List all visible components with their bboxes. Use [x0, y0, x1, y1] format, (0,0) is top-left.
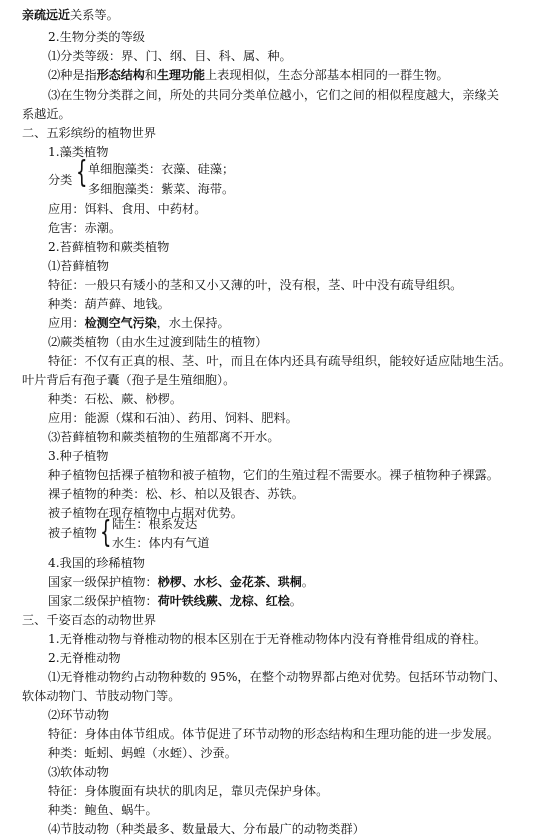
brace-icon: { — [76, 155, 88, 190]
text-line: 裸子植物的种类：松、杉、柏以及银杏、苏铁。 — [48, 487, 304, 501]
subheading: 2.生物分类的等级 — [48, 30, 145, 44]
text-line: ⑶苔藓植物和蕨类植物的生殖都离不开水。 — [48, 430, 280, 444]
text-line: 种类：石松、蕨、桫椤。 — [48, 392, 183, 406]
subheading: 2.苔藓植物和蕨类植物 — [48, 240, 170, 254]
text-line: 应用：能源（煤和石油）、药用、饲料、肥料。 — [48, 411, 298, 425]
bold-term: 形态结构 — [96, 68, 145, 82]
text-line: ⑴分类等级：界、门、纲、目、科、属、种。 — [48, 49, 292, 63]
text-line: 软体动物门、节肢动物门等。 — [22, 689, 181, 703]
text-line: 种类：蚯蚓、蚂蝗（水蛭）、沙蚕。 — [48, 746, 237, 760]
brace-icon: { — [100, 515, 112, 550]
text-line: ⑴苔藓植物 — [48, 259, 109, 273]
text-line: 单细胞藻类：衣藻、硅藻； — [88, 162, 235, 176]
text-line: 系越近。 — [22, 107, 71, 121]
text-line: 种类：葫芦藓、地钱。 — [48, 297, 170, 311]
text-line: ⑵环节动物 — [48, 708, 109, 722]
text-line: 陆生：根系发达 — [112, 517, 198, 531]
text-line: 特征：一般只有矮小的茎和又小又薄的叶，没有根，茎、叶中没有疏导组织。 — [48, 278, 463, 292]
text-line: ⑴无脊椎动物约占动物种数的 95%，在整个动物界都占绝对优势。包括环节动物门、 — [48, 670, 506, 684]
section-heading: 三、千姿百态的动物世界 — [22, 613, 157, 627]
text-line: ⑶软体动物 — [48, 765, 109, 779]
bold-term: 亲疏远近 — [22, 8, 71, 22]
text-line: 水生：体内有气道 — [112, 536, 210, 550]
subheading: 4.我国的珍稀植物 — [48, 556, 145, 570]
text-line: 被子植物在现存植物中占据对优势。 — [48, 506, 243, 520]
text-line: 种类：鲍鱼、蜗牛。 — [48, 803, 158, 817]
text-line: 特征：身体由体节组成。体节促进了环节动物的形态结构和生理功能的进一步发展。 — [48, 727, 499, 741]
text-line: 被子植物 — [48, 526, 97, 540]
bold-term: 检测空气污染 — [84, 316, 157, 330]
text-line: 1.无脊椎动物与脊椎动物的根本区别在于无脊椎动物体内没有脊椎骨组成的脊柱。 — [48, 632, 487, 646]
text-line: 国家一级保护植物：桫椤、水杉、金花茶、珙桐。 — [48, 575, 314, 589]
text-line: 国家二级保护植物：荷叶铁线蕨、龙棕、红桧。 — [48, 594, 302, 608]
subheading: 2.无脊椎动物 — [48, 651, 121, 665]
text-line: 特征：不仅有正真的根、茎、叶，而且在体内还具有疏导组织，能较好适应陆地生活。 — [48, 354, 512, 368]
section-heading: 二、五彩缤纷的植物世界 — [22, 126, 157, 140]
text-line: 应用：饵料、食用、中药材。 — [48, 202, 207, 216]
bold-term: 生理功能 — [156, 68, 205, 82]
bold-term: 荷叶铁线蕨、龙棕、红桧 — [157, 594, 290, 608]
text-line: 多细胞藻类：紫菜、海带。 — [88, 182, 235, 196]
text-line: 分类 — [48, 173, 73, 187]
text-line: 亲疏远近关系等。 — [22, 8, 119, 22]
text-line: ⑵蕨类植物（由水生过渡到陆生的植物） — [48, 335, 268, 349]
text-line: ⑷节肢动物（种类最多、数量最大、分布最广的动物类群） — [48, 822, 365, 836]
text-line: ⑵种是指形态结构和生理功能上表现相似，生态分部基本相同的一群生物。 — [48, 68, 449, 82]
text-line: ⑶在生物分类群之间，所处的共同分类单位越小，它们之间的相似程度越大，亲缘关 — [48, 88, 499, 102]
subheading: 3.种子植物 — [48, 449, 109, 463]
text-line: 应用：检测空气污染，水土保持。 — [48, 316, 230, 330]
text-line: 种子植物包括裸子植物和被子植物，它们的生殖过程不需要水。裸子植物种子裸露。 — [48, 468, 499, 482]
subheading: 1.藻类植物 — [48, 145, 109, 159]
bold-term: 桫椤、水杉、金花茶、珙桐 — [157, 575, 302, 589]
text-line: 危害：赤潮。 — [48, 221, 122, 235]
text-line: 叶片背后有孢子囊（孢子是生殖细胞）。 — [22, 373, 236, 387]
text-line: 特征：身体腹面有块状的肌肉足，靠贝壳保护身体。 — [48, 784, 329, 798]
